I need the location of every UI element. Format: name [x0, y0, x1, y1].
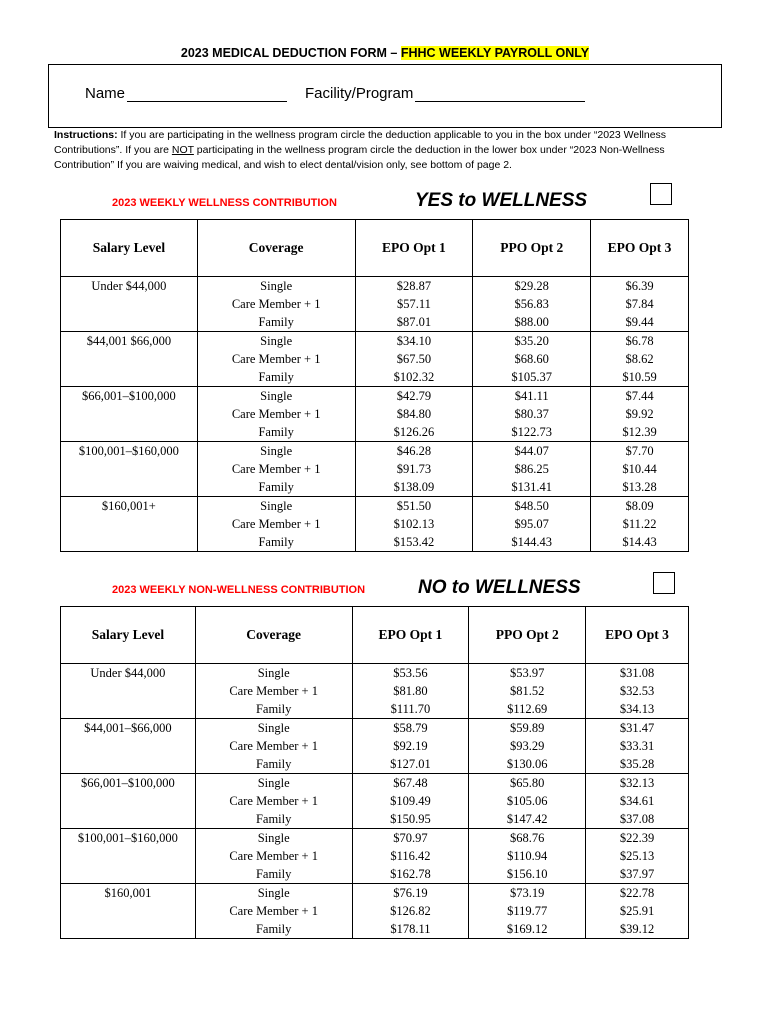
non-wellness-cell-salary-level [61, 847, 196, 865]
wellness-cell-ppo-opt-2[interactable]: $48.50 [473, 497, 591, 516]
non-wellness-cell-epo-opt-1[interactable]: $92.19 [352, 737, 469, 755]
table-row [61, 664, 689, 683]
non-wellness-cell-coverage: Single [195, 829, 352, 848]
table-row [61, 902, 689, 920]
non-wellness-cell-epo-opt-1[interactable]: $126.82 [352, 902, 469, 920]
wellness-header-coverage: Coverage [197, 220, 355, 277]
wellness-header-salary-level: Salary Level [61, 220, 198, 277]
non-wellness-cell-coverage: Care Member + 1 [195, 682, 352, 700]
name-field[interactable] [127, 101, 287, 102]
wellness-cell-epo-opt-1[interactable]: $57.11 [355, 295, 473, 313]
wellness-cell-coverage: Care Member + 1 [197, 405, 355, 423]
non-wellness-cell-coverage: Care Member + 1 [195, 737, 352, 755]
wellness-cell-ppo-opt-2[interactable]: $105.37 [473, 368, 591, 387]
table-row [61, 700, 689, 719]
wellness-cell-ppo-opt-2[interactable]: $44.07 [473, 442, 591, 461]
wellness-cell-ppo-opt-2[interactable]: $68.60 [473, 350, 591, 368]
non-wellness-cell-salary-level [61, 700, 196, 719]
wellness-cell-ppo-opt-2[interactable]: $56.83 [473, 295, 591, 313]
non-wellness-cell-salary-level [61, 737, 196, 755]
non-wellness-cell-epo-opt-3[interactable]: $34.13 [586, 700, 689, 719]
non-wellness-cell-ppo-opt-2[interactable]: $68.76 [469, 829, 586, 848]
non-wellness-cell-epo-opt-3[interactable]: $25.91 [586, 902, 689, 920]
non-wellness-cell-epo-opt-1[interactable]: $162.78 [352, 865, 469, 884]
non-wellness-cell-salary-level: Under $44,000 [61, 664, 196, 683]
non-wellness-cell-epo-opt-3[interactable]: $32.53 [586, 682, 689, 700]
table-row [61, 405, 689, 423]
instructions-not: NOT [171, 144, 194, 156]
table-row [61, 478, 689, 497]
wellness-cell-coverage: Single [197, 277, 355, 296]
wellness-cell-coverage: Family [197, 368, 355, 387]
wellness-cell-epo-opt-3[interactable]: $7.70 [591, 442, 689, 461]
table-row [61, 829, 689, 848]
table-row [61, 682, 689, 700]
table-row [61, 865, 689, 884]
non-wellness-choice-label: NO to WELLNESS [418, 577, 581, 598]
wellness-cell-epo-opt-3[interactable]: $10.44 [591, 460, 689, 478]
non-wellness-cell-epo-opt-3[interactable]: $31.08 [586, 664, 689, 683]
non-wellness-cell-epo-opt-3[interactable]: $35.28 [586, 755, 689, 774]
non-wellness-cell-ppo-opt-2[interactable]: $65.80 [469, 774, 586, 793]
wellness-cell-coverage: Care Member + 1 [197, 515, 355, 533]
instructions-part1: If you are participating in the wellness program circle the deduction applicable to you in the box under “2023 Wellness Contributions”. If you are [54, 129, 667, 156]
instructions [54, 128, 714, 173]
wellness-checkbox[interactable] [650, 183, 672, 205]
table-row [61, 368, 689, 387]
non-wellness-header-epo-opt-1: EPO Opt 1 [352, 607, 469, 664]
form-title [0, 46, 770, 60]
wellness-header-row [61, 220, 689, 277]
non-wellness-cell-coverage: Care Member + 1 [195, 902, 352, 920]
wellness-cell-epo-opt-3[interactable]: $6.78 [591, 332, 689, 351]
wellness-cell-ppo-opt-2[interactable]: $41.11 [473, 387, 591, 406]
wellness-cell-ppo-opt-2[interactable]: $144.43 [473, 533, 591, 552]
employee-info-box [48, 64, 722, 128]
non-wellness-cell-salary-level [61, 755, 196, 774]
table-row [61, 332, 689, 351]
non-wellness-cell-epo-opt-1[interactable]: $127.01 [352, 755, 469, 774]
non-wellness-cell-salary-level [61, 810, 196, 829]
non-wellness-cell-ppo-opt-2[interactable]: $112.69 [469, 700, 586, 719]
wellness-cell-coverage: Care Member + 1 [197, 460, 355, 478]
non-wellness-cell-epo-opt-3[interactable]: $22.39 [586, 829, 689, 848]
wellness-cell-coverage: Family [197, 313, 355, 332]
table-row [61, 774, 689, 793]
non-wellness-cell-coverage: Single [195, 884, 352, 903]
wellness-cell-epo-opt-3[interactable]: $7.84 [591, 295, 689, 313]
table-row [61, 810, 689, 829]
wellness-choice-label: YES to WELLNESS [415, 190, 588, 211]
non-wellness-cell-ppo-opt-2[interactable]: $169.12 [469, 920, 586, 939]
non-wellness-cell-epo-opt-3[interactable]: $31.47 [586, 719, 689, 738]
table-row [61, 350, 689, 368]
wellness-cell-salary-level [61, 295, 198, 313]
non-wellness-cell-ppo-opt-2[interactable]: $110.94 [469, 847, 586, 865]
table-row [61, 719, 689, 738]
instructions-part2: participating in the wellness program circle the deduction in the lower box under “2023 Non-Wellness Contribution” If you are waiving medical, and wish to elect dental/vision only, see bottom of page 2. [54, 144, 665, 171]
non-wellness-cell-coverage: Family [195, 810, 352, 829]
non-wellness-cell-epo-opt-3[interactable]: $37.08 [586, 810, 689, 829]
non-wellness-cell-ppo-opt-2[interactable]: $147.42 [469, 810, 586, 829]
non-wellness-cell-ppo-opt-2[interactable]: $73.19 [469, 884, 586, 903]
non-wellness-cell-salary-level [61, 902, 196, 920]
wellness-cell-epo-opt-1[interactable]: $138.09 [355, 478, 473, 497]
non-wellness-header-salary-level: Salary Level [61, 607, 196, 664]
table-row [61, 460, 689, 478]
non-wellness-cell-ppo-opt-2[interactable]: $59.89 [469, 719, 586, 738]
wellness-cell-epo-opt-3[interactable]: $9.92 [591, 405, 689, 423]
wellness-cell-epo-opt-1[interactable]: $102.13 [355, 515, 473, 533]
non-wellness-cell-ppo-opt-2[interactable]: $119.77 [469, 902, 586, 920]
non-wellness-cell-salary-level [61, 920, 196, 939]
wellness-cell-coverage: Single [197, 442, 355, 461]
non-wellness-cell-salary-level: $44,001–$66,000 [61, 719, 196, 738]
non-wellness-cell-epo-opt-3[interactable]: $37.97 [586, 865, 689, 884]
non-wellness-cell-epo-opt-1[interactable]: $178.11 [352, 920, 469, 939]
wellness-cell-epo-opt-1[interactable]: $34.10 [355, 332, 473, 351]
non-wellness-cell-coverage: Family [195, 865, 352, 884]
non-wellness-cell-epo-opt-1[interactable]: $116.42 [352, 847, 469, 865]
wellness-cell-epo-opt-1[interactable]: $126.26 [355, 423, 473, 442]
non-wellness-cell-epo-opt-3[interactable]: $34.61 [586, 792, 689, 810]
wellness-cell-epo-opt-1[interactable]: $67.50 [355, 350, 473, 368]
wellness-cell-coverage: Care Member + 1 [197, 295, 355, 313]
table-row [61, 313, 689, 332]
non-wellness-header-row [61, 607, 689, 664]
non-wellness-cell-ppo-opt-2[interactable]: $105.06 [469, 792, 586, 810]
table-row [61, 423, 689, 442]
non-wellness-cell-epo-opt-1[interactable]: $150.95 [352, 810, 469, 829]
wellness-cell-salary-level [61, 313, 198, 332]
wellness-cell-salary-level [61, 423, 198, 442]
non-wellness-cell-epo-opt-3[interactable]: $22.78 [586, 884, 689, 903]
wellness-cell-ppo-opt-2[interactable]: $80.37 [473, 405, 591, 423]
wellness-cell-epo-opt-1[interactable]: $102.32 [355, 368, 473, 387]
wellness-cell-coverage: Single [197, 332, 355, 351]
wellness-cell-coverage: Care Member + 1 [197, 350, 355, 368]
non-wellness-cell-epo-opt-3[interactable]: $25.13 [586, 847, 689, 865]
table-row [61, 515, 689, 533]
wellness-cell-epo-opt-3[interactable]: $9.44 [591, 313, 689, 332]
non-wellness-checkbox[interactable] [653, 572, 675, 594]
wellness-header-ppo-opt-2: PPO Opt 2 [473, 220, 591, 277]
non-wellness-cell-epo-opt-1[interactable]: $58.79 [352, 719, 469, 738]
wellness-cell-salary-level [61, 368, 198, 387]
table-row [61, 847, 689, 865]
wellness-cell-ppo-opt-2[interactable]: $131.41 [473, 478, 591, 497]
wellness-cell-salary-level: Under $44,000 [61, 277, 198, 296]
wellness-cell-salary-level [61, 478, 198, 497]
table-row [61, 920, 689, 939]
wellness-cell-salary-level [61, 405, 198, 423]
wellness-cell-salary-level: $66,001–$100,000 [61, 387, 198, 406]
wellness-cell-epo-opt-1[interactable]: $84.80 [355, 405, 473, 423]
non-wellness-cell-epo-opt-1[interactable]: $70.97 [352, 829, 469, 848]
wellness-section-label: 2023 WEEKLY WELLNESS CONTRIBUTION [112, 197, 337, 209]
non-wellness-cell-epo-opt-1[interactable]: $76.19 [352, 884, 469, 903]
non-wellness-cell-salary-level [61, 792, 196, 810]
table-row [61, 792, 689, 810]
non-wellness-cell-epo-opt-1[interactable]: $53.56 [352, 664, 469, 683]
non-wellness-cell-ppo-opt-2[interactable]: $130.06 [469, 755, 586, 774]
non-wellness-cell-epo-opt-1[interactable]: $109.49 [352, 792, 469, 810]
non-wellness-cell-salary-level: $160,001 [61, 884, 196, 903]
wellness-cell-coverage: Family [197, 533, 355, 552]
non-wellness-cell-ppo-opt-2[interactable]: $81.52 [469, 682, 586, 700]
non-wellness-cell-ppo-opt-2[interactable]: $53.97 [469, 664, 586, 683]
non-wellness-table-body [61, 664, 689, 939]
non-wellness-cell-ppo-opt-2[interactable]: $93.29 [469, 737, 586, 755]
wellness-cell-epo-opt-3[interactable]: $8.62 [591, 350, 689, 368]
wellness-cell-salary-level [61, 350, 198, 368]
wellness-table [60, 219, 689, 552]
non-wellness-table [60, 606, 689, 939]
non-wellness-header-coverage: Coverage [195, 607, 352, 664]
wellness-cell-epo-opt-1[interactable]: $42.79 [355, 387, 473, 406]
wellness-cell-epo-opt-1[interactable]: $153.42 [355, 533, 473, 552]
wellness-cell-ppo-opt-2[interactable]: $95.07 [473, 515, 591, 533]
wellness-cell-coverage: Single [197, 387, 355, 406]
wellness-cell-epo-opt-3[interactable]: $13.28 [591, 478, 689, 497]
table-row [61, 442, 689, 461]
wellness-cell-epo-opt-1[interactable]: $87.01 [355, 313, 473, 332]
wellness-cell-ppo-opt-2[interactable]: $29.28 [473, 277, 591, 296]
wellness-cell-coverage: Family [197, 423, 355, 442]
non-wellness-cell-salary-level [61, 682, 196, 700]
non-wellness-cell-coverage: Care Member + 1 [195, 847, 352, 865]
wellness-cell-salary-level: $44,001 $66,000 [61, 332, 198, 351]
wellness-header-epo-opt-1: EPO Opt 1 [355, 220, 473, 277]
wellness-table-body [61, 277, 689, 552]
non-wellness-cell-salary-level: $66,001–$100,000 [61, 774, 196, 793]
non-wellness-cell-coverage: Family [195, 700, 352, 719]
non-wellness-cell-epo-opt-3[interactable]: $39.12 [586, 920, 689, 939]
instructions-heading: Instructions: [54, 129, 118, 141]
table-row [61, 755, 689, 774]
facility-label: Facility/Program [305, 85, 414, 102]
non-wellness-cell-coverage: Single [195, 664, 352, 683]
non-wellness-cell-coverage: Family [195, 920, 352, 939]
wellness-cell-epo-opt-1[interactable]: $51.50 [355, 497, 473, 516]
wellness-cell-epo-opt-3[interactable]: $11.22 [591, 515, 689, 533]
table-row [61, 497, 689, 516]
wellness-cell-salary-level: $160,001+ [61, 497, 198, 516]
non-wellness-cell-coverage: Family [195, 755, 352, 774]
non-wellness-cell-epo-opt-1[interactable]: $81.80 [352, 682, 469, 700]
non-wellness-cell-coverage: Single [195, 774, 352, 793]
wellness-cell-salary-level [61, 533, 198, 552]
non-wellness-cell-epo-opt-1[interactable]: $111.70 [352, 700, 469, 719]
non-wellness-cell-salary-level: $100,001–$160,000 [61, 829, 196, 848]
table-row [61, 387, 689, 406]
wellness-cell-epo-opt-1[interactable]: $91.73 [355, 460, 473, 478]
wellness-cell-ppo-opt-2[interactable]: $88.00 [473, 313, 591, 332]
non-wellness-cell-epo-opt-3[interactable]: $33.31 [586, 737, 689, 755]
wellness-cell-epo-opt-3[interactable]: $7.44 [591, 387, 689, 406]
wellness-cell-salary-level [61, 515, 198, 533]
wellness-cell-epo-opt-3[interactable]: $14.43 [591, 533, 689, 552]
wellness-header-epo-opt-3: EPO Opt 3 [591, 220, 689, 277]
table-row [61, 884, 689, 903]
table-row [61, 295, 689, 313]
wellness-cell-ppo-opt-2[interactable]: $86.25 [473, 460, 591, 478]
form-title-highlight: FHHC WEEKLY PAYROLL ONLY [400, 46, 590, 60]
wellness-cell-epo-opt-3[interactable]: $10.59 [591, 368, 689, 387]
wellness-cell-epo-opt-1[interactable]: $46.28 [355, 442, 473, 461]
table-row [61, 737, 689, 755]
wellness-cell-coverage: Single [197, 497, 355, 516]
wellness-cell-ppo-opt-2[interactable]: $122.73 [473, 423, 591, 442]
non-wellness-cell-epo-opt-1[interactable]: $67.48 [352, 774, 469, 793]
form-title-prefix: 2023 MEDICAL DEDUCTION FORM – [180, 46, 401, 60]
non-wellness-cell-salary-level [61, 865, 196, 884]
wellness-cell-coverage: Family [197, 478, 355, 497]
non-wellness-cell-coverage: Single [195, 719, 352, 738]
non-wellness-section-label: 2023 WEEKLY NON-WELLNESS CONTRIBUTION [112, 584, 366, 596]
wellness-cell-ppo-opt-2[interactable]: $35.20 [473, 332, 591, 351]
non-wellness-cell-ppo-opt-2[interactable]: $156.10 [469, 865, 586, 884]
wellness-cell-salary-level: $100,001–$160,000 [61, 442, 198, 461]
table-row [61, 533, 689, 552]
non-wellness-cell-coverage: Care Member + 1 [195, 792, 352, 810]
table-row [61, 277, 689, 296]
wellness-cell-salary-level [61, 460, 198, 478]
non-wellness-header-ppo-opt-2: PPO Opt 2 [469, 607, 586, 664]
wellness-cell-epo-opt-3[interactable]: $8.09 [591, 497, 689, 516]
wellness-cell-epo-opt-3[interactable]: $6.39 [591, 277, 689, 296]
non-wellness-header-epo-opt-3: EPO Opt 3 [586, 607, 689, 664]
wellness-cell-epo-opt-3[interactable]: $12.39 [591, 423, 689, 442]
wellness-cell-epo-opt-1[interactable]: $28.87 [355, 277, 473, 296]
facility-field[interactable] [415, 101, 585, 102]
non-wellness-cell-epo-opt-3[interactable]: $32.13 [586, 774, 689, 793]
name-label: Name [85, 85, 126, 102]
